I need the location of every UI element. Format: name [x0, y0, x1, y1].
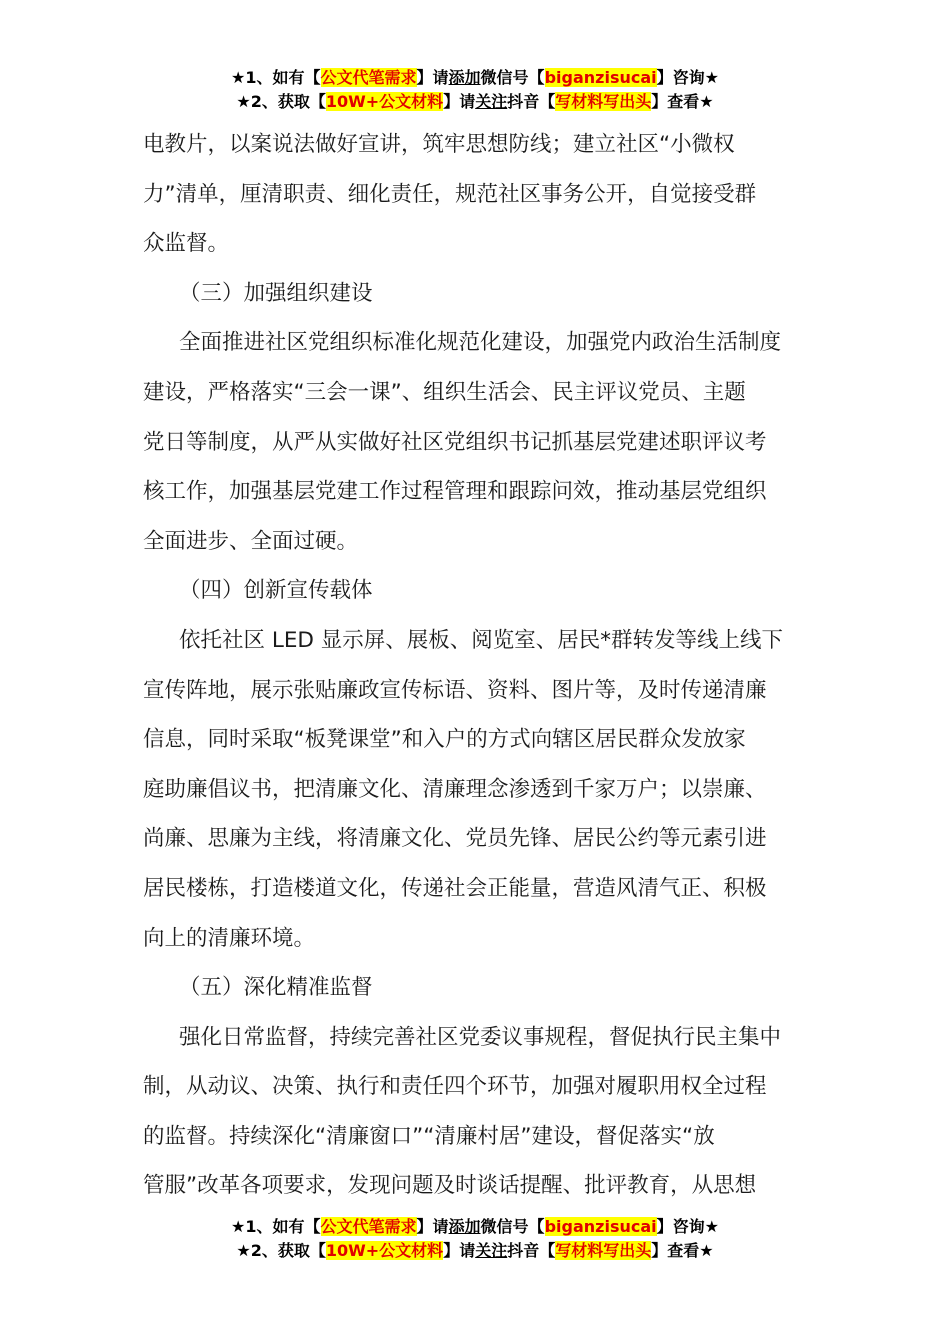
highlight-douyin: 写材料写出头 [555, 92, 652, 111]
highlight-wechat-id: biganzisucai [544, 68, 657, 87]
section-heading-3: （三）加强组织建设 [179, 280, 373, 306]
section-heading-4: （四）创新宣传载体 [179, 578, 373, 604]
header-banner [0, 66, 950, 114]
highlight-service: 公文代笔需求 [320, 68, 417, 87]
footer-banner [0, 1215, 950, 1263]
highlight-materials: 10W+公文材料 [325, 1241, 444, 1260]
highlight-materials: 10W+公文材料 [325, 92, 444, 111]
highlight-service: 公文代笔需求 [320, 1217, 417, 1236]
banner-line-1: ★1、如有【公文代笔需求】请添加微信号【biganzisucai】咨询★ [231, 1217, 719, 1236]
paragraph-2: 全面推进社区党组织标准化规范化建设，加强党内政治生活制度 建设，严格落实“三会一课”、组织生活会、民主评议党员、主题 党日等制度，从严从实做好社区党组织书记抓基层党建述职评议考 核工作，加强基层党建工作过程管理和跟踪问效，推动基层党组织 全面进步、全面过硬。 [143, 330, 782, 554]
banner-line-2: ★2、获取【10W+公文材料】请关注抖音【写材料写出头】查看★ [236, 1241, 714, 1260]
banner-line-2: ★2、获取【10W+公文材料】请关注抖音【写材料写出头】查看★ [236, 92, 714, 111]
section-heading-5: （五）深化精准监督 [179, 975, 373, 1001]
paragraph-4: 强化日常监督，持续完善社区党委议事规程，督促执行民主集中 制，从动议、决策、执行和责任四个环节，加强对履职用权全过程 的监督。持续深化“清廉窗口”“清廉村居”建设，督促落实“放 管服”改革各项要求，发现问题及时谈话提醒、批评教育，从思想 [143, 1024, 782, 1199]
paragraph-3: 依托社区 LED 显示屏、展板、阅览室、居民*群转发等线上线下 宣传阵地，展示张贴廉政宣传标语、资料、图片等，及时传递清廉 信息，同时采取“板凳课堂”和入户的方式向辖区居民群众发放家 庭助廉倡议书，把清廉文化、清廉理念渗透到千家万户；以崇廉、 尚廉、思廉为主线，将清廉文化、党员先锋、居民公约等元素引进 居民楼栋，打造楼道文化，传递社会正能量，营造风清气正、积极 向上的清廉环境。 [143, 627, 784, 951]
document-body [143, 120, 807, 1211]
paragraph-1: 电教片，以案说法做好宣讲，筑牢思想防线；建立社区“小微权 力”清单，厘清职责、细化责任，规范社区事务公开，自觉接受群 众监督。 [143, 132, 757, 257]
highlight-wechat-id: biganzisucai [544, 1217, 657, 1236]
banner-line-1: ★1、如有【公文代笔需求】请添加微信号【biganzisucai】咨询★ [231, 68, 719, 87]
highlight-douyin: 写材料写出头 [555, 1241, 652, 1260]
